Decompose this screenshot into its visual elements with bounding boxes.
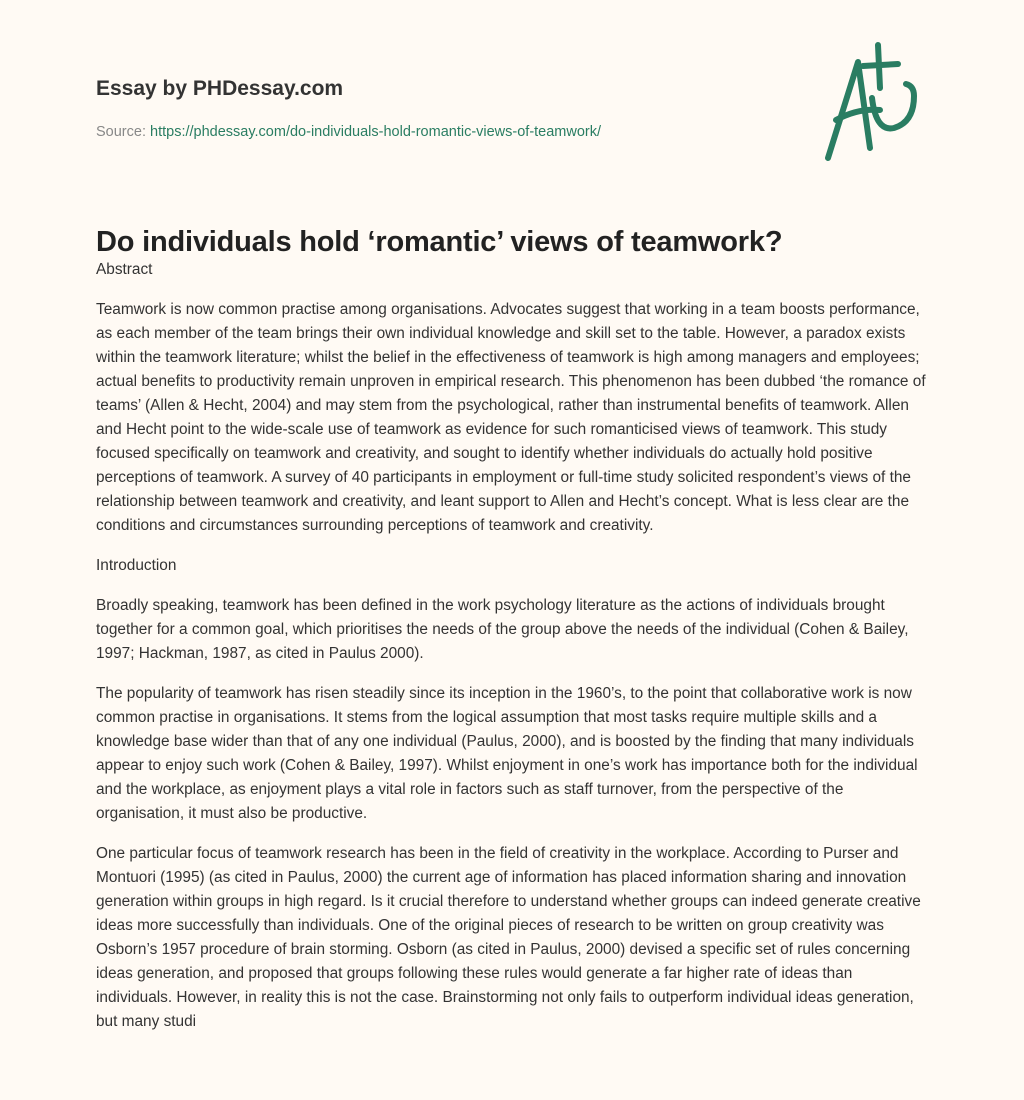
paragraph: Broadly speaking, teamwork has been defined in the work psychology literature as the actions of individuals brought together for a common goal, which prioritises the needs of the group above the needs of the individual (Cohen & Bailey, 1997; Hackman, 1987, as cited in Paulus 2000).	[96, 597, 909, 662]
paragraph: Teamwork is now common practise among organisations. Advocates suggest that working in a team boosts performance, as each member of the team brings their own individual knowledge and skill set to the table. However, a paradox exists within the teamwork literature; whilst the belief in the effectiveness of teamwork is high among managers and employees; actual benefits to productivity remain unproven in empirical research. This phenomenon has been dubbed ‘the romance of teams’ (Allen & Hecht, 2004) and may stem from the psychological, rather than instrumental benefits of teamwork. Allen and Hecht point to the wide-scale use of teamwork as evidence for such romanticised views of teamwork. This study focused specifically on teamwork and creativity, and sought to identify whether individuals do actually hold positive perceptions of teamwork. A survey of 40 participants in employment or full-time study solicited respondent’s views of the relationship between teamwork and creativity, and leant support to Allen and Hecht’s concept. What is less clear are the conditions and circumstances surrounding perceptions of teamwork and creativity.	[96, 301, 926, 534]
section-heading-abstract: Abstract	[96, 261, 153, 278]
site-title: Essay by PHDessay.com	[96, 77, 344, 100]
article-title: Do individuals hold ‘romantic’ views of teamwork?	[96, 226, 783, 258]
paragraph: The popularity of teamwork has risen steadily since its inception in the 1960’s, to the point that collaborative work is now common practise in organisations. It stems from the logical assumption that most tasks require multiple skills and a knowledge base wider than that of any one individual (Paulus, 2000), and is boosted by the finding that many individuals appear to enjoy such work (Cohen & Bailey, 1997). Whilst enjoyment in one’s work has importance both for the individual and the workplace, as enjoyment plays a vital role in factors such as staff turnover, from the perspective of the organisation, it must also be productive.	[96, 685, 918, 822]
a-plus-logo-icon	[818, 40, 928, 165]
paragraph: One particular focus of teamwork research has been in the field of creativity in the workplace. According to Purser and Montuori (1995) (as cited in Paulus, 2000) the current age of information has placed information sharing and innovation generation within groups in high regard. Is it crucial therefore to understand whether groups can indeed generate creative ideas more successfully than individuals. One of the original pieces of research to be written on group creativity was Osborn’s 1957 procedure of brain storming. Osborn (as cited in Paulus, 2000) devised a specific set of rules concerning ideas generation, and proposed that groups following these rules would generate a far higher rate of ideas than individuals. However, in reality this is not the case. Brainstorming not only fails to outperform individual ideas generation, but many studi	[96, 845, 921, 1030]
source-line	[96, 124, 601, 140]
article-body	[96, 258, 930, 1050]
section-heading-introduction: Introduction	[96, 557, 177, 574]
source-label: Source:	[96, 124, 146, 140]
source-link[interactable]: https://phdessay.com/do-individuals-hold-romantic-views-of-teamwork/	[150, 124, 602, 140]
